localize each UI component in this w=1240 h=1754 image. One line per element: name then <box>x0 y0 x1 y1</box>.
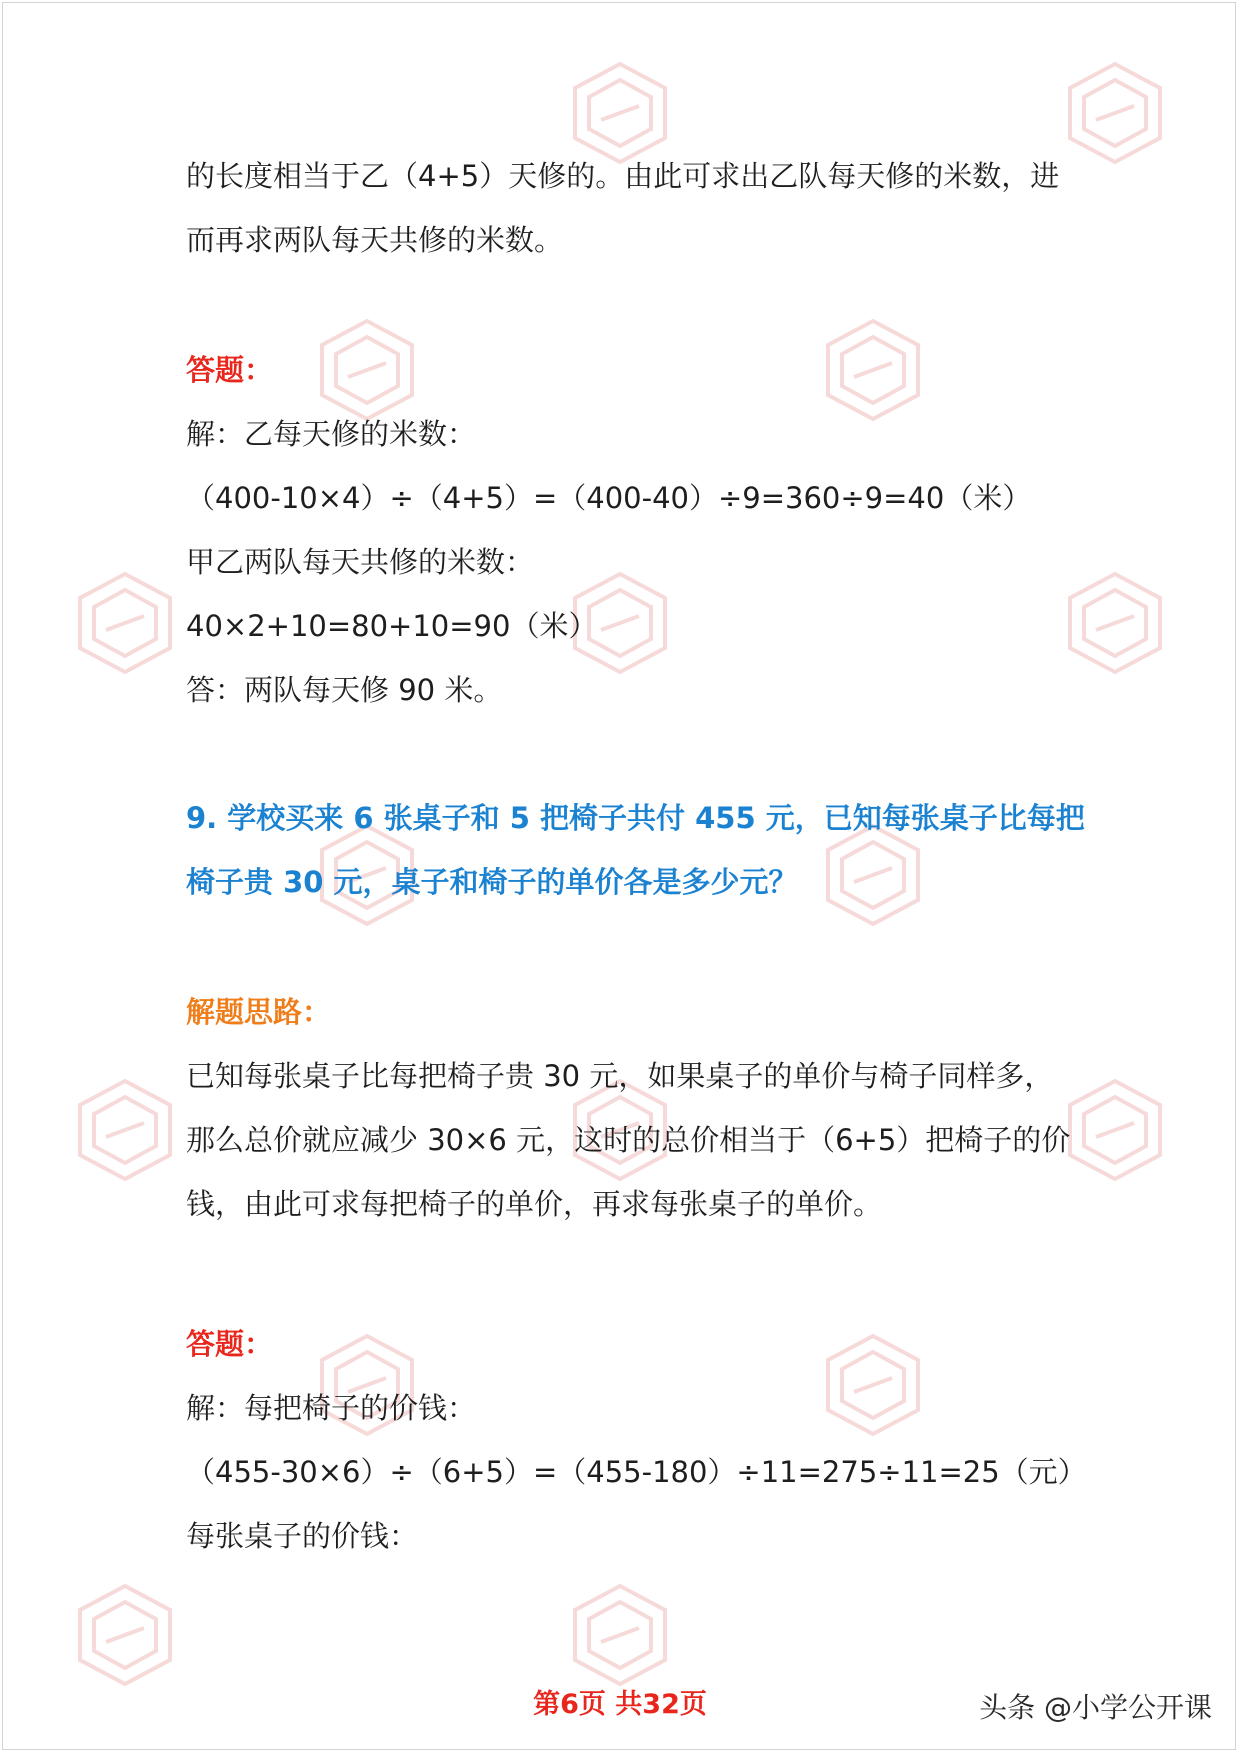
solution-line: 解：每把椅子的价钱： <box>186 1391 477 1425</box>
solution-line: （455-30×6）÷（6+5）=（455-180）÷11=275÷11=25（元） <box>186 1455 1087 1489</box>
watermark-logo-icon <box>312 315 422 425</box>
solution-line: 40×2+10=80+10=90（米） <box>186 609 598 643</box>
watermark-logo-icon <box>70 1075 180 1185</box>
approach-line: 钱，由此可求每把椅子的单价，再求每张桌子的单价。 <box>186 1187 883 1221</box>
paragraph-line: 而再求两队每天共修的米数。 <box>186 223 564 257</box>
answer-heading: 答题： <box>186 353 274 387</box>
watermark-logo-icon <box>565 58 675 168</box>
answer-heading: 答题： <box>186 1327 274 1361</box>
solution-line: 解：乙每天修的米数： <box>186 417 477 451</box>
approach-heading: 解题思路： <box>186 995 332 1029</box>
page-number: 第6页 共32页 <box>533 1689 707 1720</box>
watermark-logo-icon <box>565 1580 675 1690</box>
watermark-logo-icon <box>70 1580 180 1690</box>
watermark-logo-icon <box>70 568 180 678</box>
question-9-text: 椅子贵 30 元，桌子和椅子的单价各是多少元？ <box>186 865 798 899</box>
paragraph-line: 的长度相当于乙（4+5）天修的。由此可求出乙队每天修的米数，进 <box>186 159 1060 193</box>
source-watermark-text: 头条 @小学公开课 <box>979 1691 1212 1724</box>
watermark-logo-icon <box>1060 58 1170 168</box>
solution-line: 甲乙两队每天共修的米数： <box>186 545 535 579</box>
solution-line: （400-10×4）÷（4+5）=（400-40）÷9=360÷9=40（米） <box>186 481 1032 515</box>
watermark-logo-icon <box>1060 1075 1170 1185</box>
question-9-text: 9. 学校买来 6 张桌子和 5 把椅子共付 455 元，已知每张桌子比每把 <box>186 801 1085 835</box>
solution-line: 答：两队每天修 90 米。 <box>186 673 503 707</box>
watermark-logo-icon <box>818 315 928 425</box>
watermark-logo-icon <box>1060 568 1170 678</box>
watermark-logo-icon <box>818 1330 928 1440</box>
approach-line: 那么总价就应减少 30×6 元，这时的总价相当于（6+5）把椅子的价 <box>186 1123 1071 1157</box>
approach-line: 已知每张桌子比每把椅子贵 30 元，如果桌子的单价与椅子同样多， <box>186 1059 1054 1093</box>
solution-line: 每张桌子的价钱： <box>186 1519 419 1553</box>
